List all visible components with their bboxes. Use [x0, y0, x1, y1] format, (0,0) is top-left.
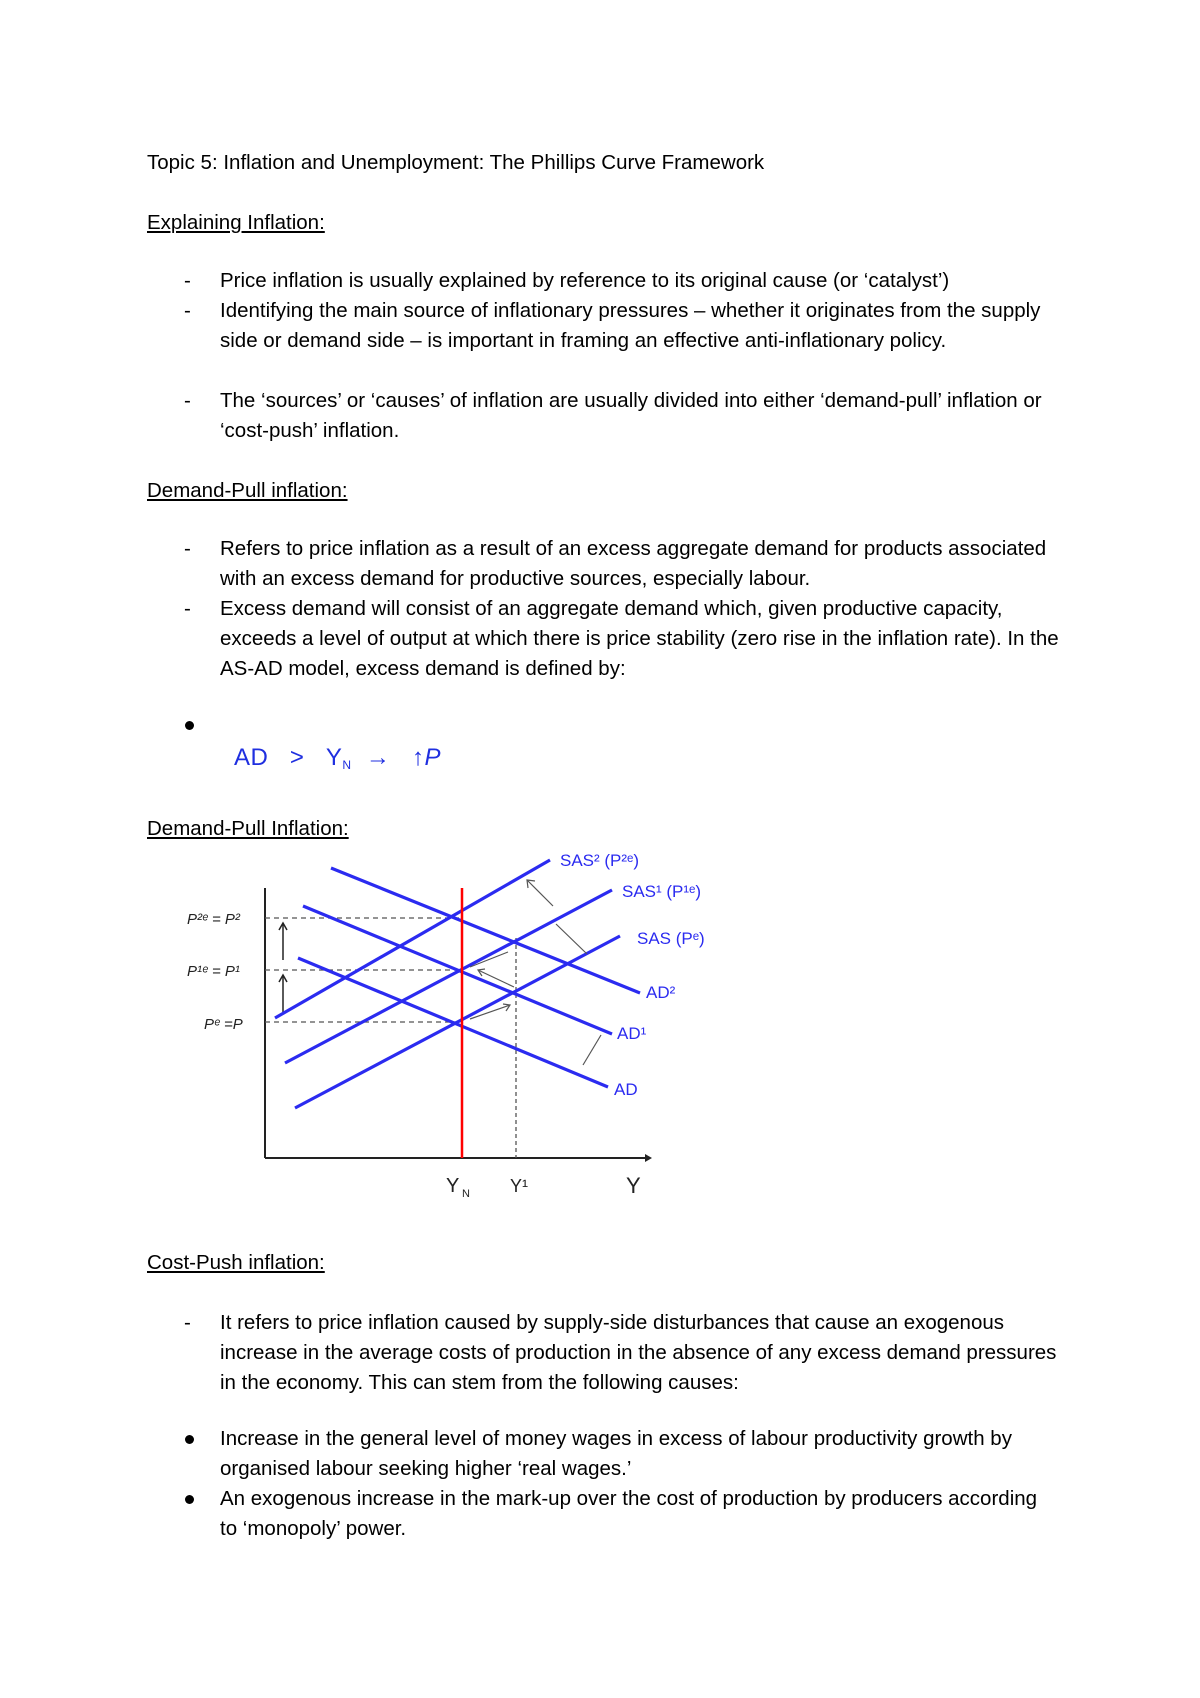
list-item-text: Refers to price inflation as a result of an excess aggregate demand for products associated with an excess demand for productive sources, especially labour.	[220, 537, 1047, 590]
heading-explaining-inflation: Explaining Inflation:	[147, 211, 325, 234]
shift-arrow-sas1	[556, 924, 587, 954]
list-item-text: Identifying the main source of inflationary pressures – whether it originates from the supply side or demand side – is important in framing an effective anti-inflationary policy.	[220, 299, 1041, 352]
label-y-axis: Y	[626, 1173, 641, 1198]
dash-marker: -	[184, 537, 191, 560]
price-rise-arrows	[279, 923, 287, 1012]
label-ad: AD	[614, 1080, 638, 1099]
list-item-text: Excess demand will consist of an aggregate demand which, given productive capacity, exceeds a level of output at which there is price stability (zero rise in the inflation rate). In the AS-AD model, excess demand is defined by:	[220, 597, 1059, 680]
list-item	[147, 1424, 1077, 1484]
label-sas1: SAS¹ (P¹ᵉ)	[622, 882, 702, 901]
formula-arrow: →	[365, 744, 391, 771]
label-sas2: SAS² (P²ᵉ)	[560, 851, 640, 870]
dash-marker: -	[184, 269, 191, 292]
list-item-text: It refers to price inflation caused by supply-side disturbances that cause an exogenous increase in the average costs of production in the absence of any excess demand pressures in the economy. This can stem from the following causes:	[220, 1311, 1057, 1394]
formula-up-p: ↑P	[411, 744, 441, 771]
dash-marker: -	[184, 597, 191, 620]
price-labels	[187, 911, 243, 1033]
ad2-line	[331, 868, 640, 993]
list-item-text: The ‘sources’ or ‘causes’ of inflation are usually divided into either ‘demand-pull’ inflation or ‘cost-push’ inflation.	[220, 389, 1042, 442]
page-title: Topic 5: Inflation and Unemployment: The Phillips Curve Framework	[147, 151, 765, 174]
heading-cost-push: Cost-Push inflation:	[147, 1251, 325, 1274]
label-y1: Y¹	[510, 1176, 528, 1196]
formula-ad: AD	[234, 744, 269, 771]
formula-yn: Y	[325, 744, 343, 771]
label-ad1: AD¹	[617, 1024, 647, 1043]
list-item-text: An exogenous increase in the mark-up over the cost of production by producers according to ‘monopoly’ power.	[220, 1487, 1038, 1540]
heading-demand-pull: Demand-Pull inflation:	[147, 479, 348, 502]
heading-demand-pull-chart: Demand-Pull Inflation:	[147, 817, 349, 840]
dash-marker: -	[184, 299, 191, 322]
shift-arrow-ad	[583, 1035, 601, 1065]
sas-line	[295, 936, 620, 1108]
label-p2: P²ᵉ = P²	[187, 911, 240, 928]
list-item-text: Increase in the general level of money wages in excess of labour productivity growth by organised labour seeking higher ‘real wages.’	[220, 1427, 1012, 1480]
label-p: Pᵉ =P	[204, 1016, 243, 1033]
curve-labels	[560, 851, 705, 1099]
formula-yn-sub: N	[342, 758, 352, 772]
label-sas: SAS (Pᵉ)	[637, 929, 705, 948]
dash-marker: -	[184, 1311, 191, 1334]
formula-gt: >	[289, 744, 305, 771]
x-axis-arrowhead	[645, 1154, 652, 1162]
dash-marker: -	[184, 389, 191, 412]
label-yn: Y	[446, 1175, 460, 1197]
list-item	[147, 1484, 1047, 1544]
list-item-text: Price inflation is usually explained by reference to its original cause (or ‘catalyst’)	[220, 269, 950, 292]
list-item	[147, 1308, 1057, 1398]
label-ad2: AD²	[646, 983, 676, 1002]
curves	[275, 860, 640, 1108]
ad-line	[298, 958, 608, 1087]
label-yn-sub: N	[462, 1188, 470, 1200]
label-p1: P¹ᵉ = P¹	[187, 963, 240, 980]
shift-arrow-sas2	[527, 880, 553, 906]
